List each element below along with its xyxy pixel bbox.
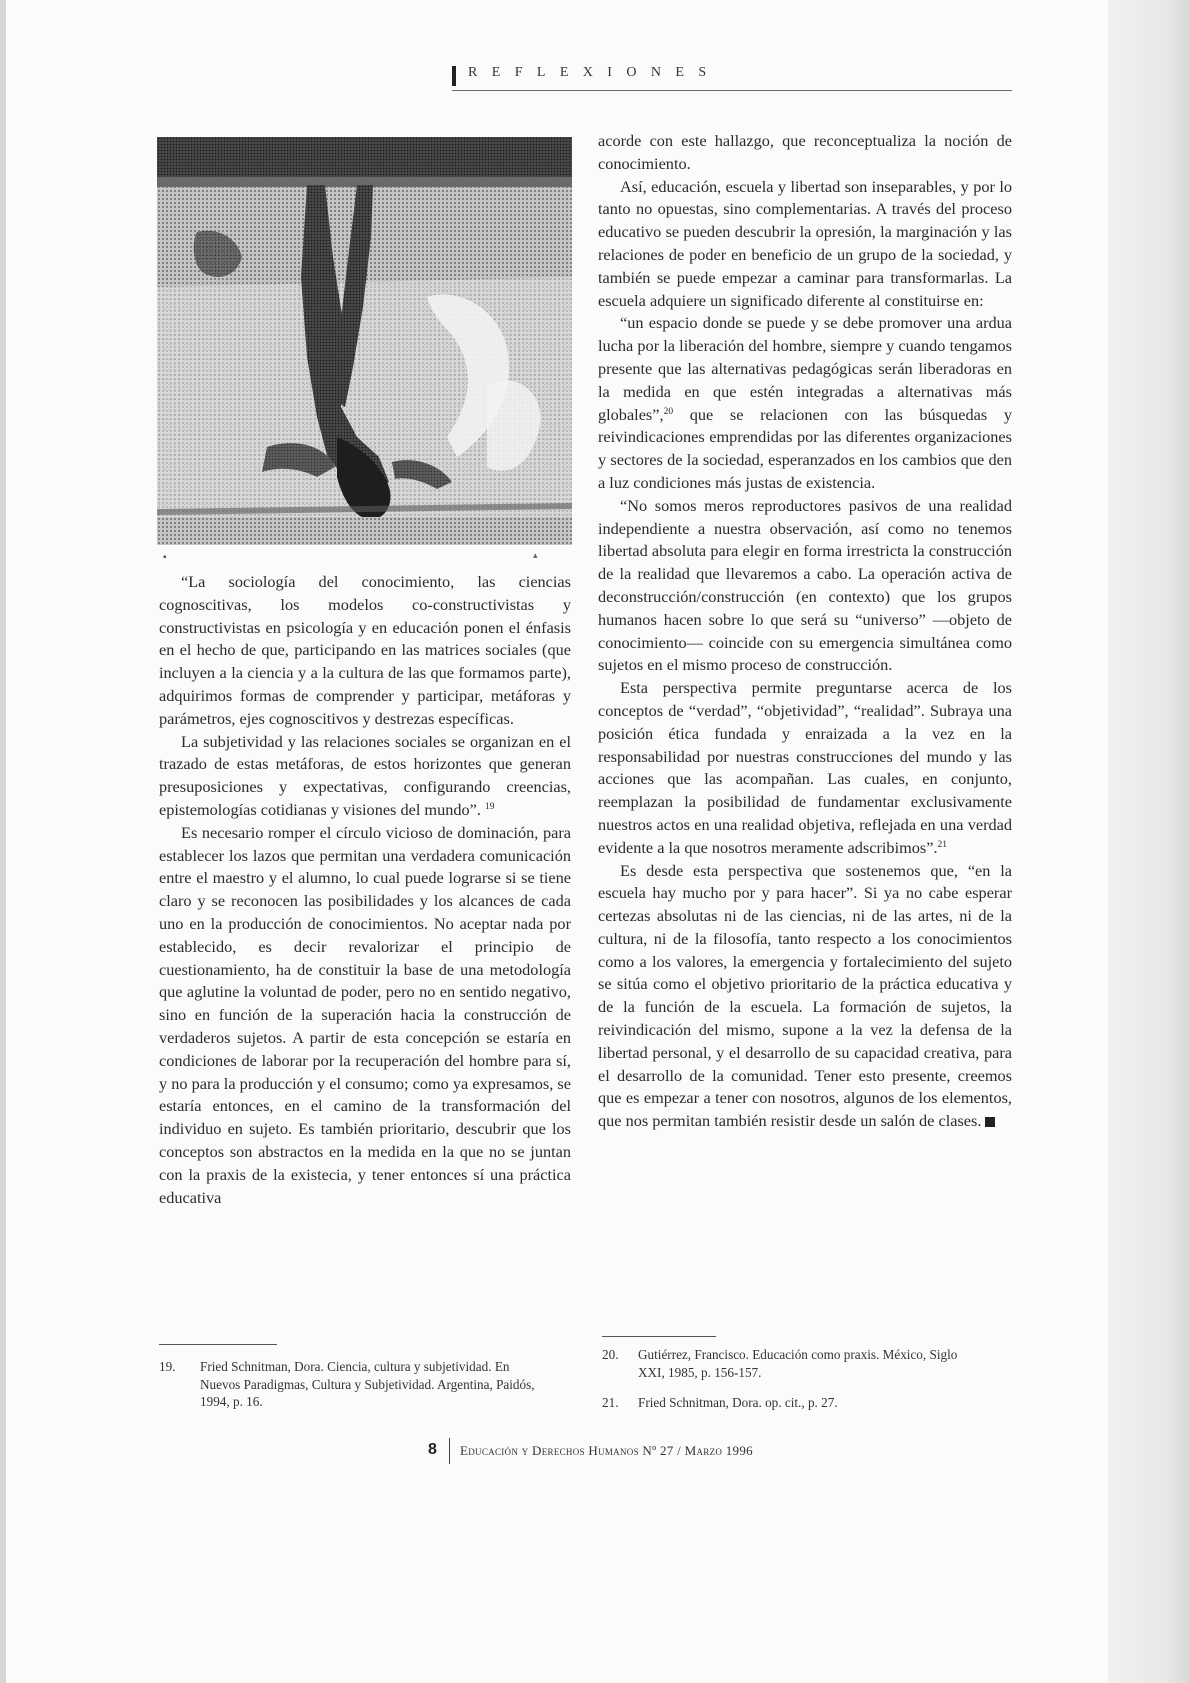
quote-text: “un espacio donde se puede y se debe promover una ardua lucha por la liberación del hombre, siempre y cuando tengamos presente que las alternativas pedagógicas serán liberadoras en la medida en que estén integradas a alternativas más globales”, [598, 313, 1012, 424]
paragraph [598, 312, 1012, 494]
paragraph: Es necesario romper el círculo vicioso de dominación, para establecer los lazos que permitan una verdadera comunicación entre el maestro y el alumno, lo cual puede lograrse si se tiene claro y se reconocen las posibilidades y los alcances de cada uno en la producción de conocimientos. No aceptar nada por establecido, es decir revalorizar el principio de cuestionamiento, ha de constituir la base de una metodología que aglutine la voluntad de poder, pero no en sentido negativo, sino en función de la superación hacia la construcción de verdaderos sujetos. A partir de esta concepción se estaría en condiciones de laborar por la recuperación del hombre para sí, y no para la producción y el consumo; como ya expresamos, se estaría entonces, en el camino de la transformación del individuo en sujeto. Es también prioritario, descubrir que los conceptos son abstractos en la medida en la que no se juntan con la praxis de la existecia, y tener entonces sí una práctica educativa [159, 822, 571, 1207]
footnote-text: Gutiérrez, Francisco. Educación como praxis. México, Siglo XXI, 1985, p. 156-157. [638, 1347, 958, 1380]
left-column [159, 571, 571, 1209]
running-head [452, 64, 1012, 91]
footnote-text: Fried Schnitman, Dora. op. cit., p. 27. [638, 1395, 838, 1410]
end-of-article-mark [985, 1117, 995, 1127]
footnote-rule-left [159, 1344, 277, 1345]
running-head-title: REFLEXIONES [468, 65, 721, 80]
footnote-number: 21. [602, 1395, 619, 1410]
paragraph-text: que se relacionen con las búsquedas y reivindicaciones emprendidas por las diferentes organizaciones y sectores de la sociedad, esperanzados en los cambios que den a luz condiciones más justas de existencia. [598, 404, 1012, 492]
page-number: 8 [428, 1441, 437, 1458]
paragraph [598, 677, 1012, 859]
footnote-19 [159, 1358, 539, 1411]
footnote-ref-19: 19 [485, 801, 495, 812]
paragraph [159, 731, 571, 822]
photo-corner-mark-right: ▴ [533, 550, 538, 560]
footnote-21 [602, 1394, 982, 1412]
paragraph: Así, educación, escuela y libertad son inseparables, y por lo tanto no opuestas, sino complementarias. A través del proceso educativo se pueden descubrir la opresión, la marginación y las relaciones de poder en beneficio de un grupo de la sociedad, y también se puede empezar a caminar para transformarlas. La escuela adquiere un significado diferente al constituirse en: [598, 176, 1012, 310]
scan-edge-right [1108, 0, 1190, 1683]
footer-separator [449, 1438, 450, 1464]
footnote-rule-right [602, 1336, 716, 1337]
paragraph-text: Esta perspectiva permite preguntarse acerca de los conceptos de “verdad”, “objetividad”, “realidad”. Subraya una posición ética fundada y enraizada a la vez en la responsabilidad por nuestras construcciones del mundo y las acciones que las acompañan. Las cuales, en conjunto, reemplazan la posibilidad de fundamentar exclusivamente nuestros actos en una realidad objetiva, reflejada en una verdad evidente a la que nosotros meramente adscribimos”. [598, 678, 1012, 857]
footnote-ref-20: 20 [663, 406, 674, 417]
page-footer [428, 1438, 848, 1466]
footnote-number: 19. [159, 1359, 176, 1374]
right-column [598, 130, 1012, 1133]
paragraph [598, 860, 1012, 1134]
paragraph: acorde con este hallazgo, que reconceptualiza la noción de conocimiento. [598, 131, 1012, 173]
publication-info: Educación y Derechos Humanos Nº 27 / Marzo 1996 [460, 1443, 753, 1458]
footnote-ref-21: 21 [937, 839, 948, 850]
running-head-bar [452, 66, 456, 86]
paragraph-text: La subjetividad y las relaciones sociales se organizan en el trazado de estas metáforas, de estos horizontes que generan presuposiciones y expectativas, configurando creencias, epistemologías cotidianas y visiones del mundo”. [159, 731, 571, 819]
photo-corner-mark: ▪︎ [163, 552, 167, 563]
scan-edge-left [0, 0, 6, 1683]
paragraph-text: Es desde esta perspectiva que sostenemos que, “en la escuela hay mucho por y para hacer”. Si ya no cabe esperar certezas absolutas ni de las ciencias, ni de las artes, ni de la cultura, ni de la filosofía, tanto respecto a los conocimientos como a los valores, la emergencia y fortalecimiento del sujeto se sitúa como el objetivo prioritario de la práctica educativa y de la función de la escuela. La formación de sujetos, la reivindicación del mismo, supone a la vez la defensa de la libertad personal, y el desarrollo de su capacidad creativa, para el desarrollo de la comunidad. Tener esto presente, creemos que es empezar a tener con nosotros, algunos de los elementos, que nos permitan también resistir desde un salón de clases. [598, 860, 1012, 1131]
footnote-text: Fried Schnitman, Dora. Ciencia, cultura y subjetividad. En Nuevos Paradigmas, Cultura y Subjetividad. Argentina, Paidós, 1994, p. 16. [200, 1359, 535, 1409]
footnote-20 [602, 1346, 982, 1381]
paragraph: “La sociología del conocimiento, las ciencias cognoscitivas, los modelos co-constructivistas y constructivistas en psicología y en educación ponen el énfasis en el hecho de que, participando en las matrices sociales (que incluyen a la ciencia y a la cultura de las que formamos parte), adquirimos formas de comprender y participar, metáforas y parámetros, ejes cognoscitivos y destrezas específicas. [159, 572, 571, 728]
footnote-number: 20. [602, 1347, 619, 1362]
inverted-figure-illustration [157, 137, 572, 545]
halftone-photo [157, 137, 572, 545]
paragraph: “No somos meros reproductores pasivos de una realidad independiente a nuestra observación, así como no tenemos libertad absoluta para elegir en forma irrestricta la construcción de la realidad que llevaremos a cabo. La operación activa de deconstrucción/construcción (en contexto) que los grupos humanos hacen sobre lo que será su “universo” —objeto de conocimiento— coincide con su emergencia simultánea como sujetos en el mismo proceso de construcción. [598, 495, 1012, 675]
